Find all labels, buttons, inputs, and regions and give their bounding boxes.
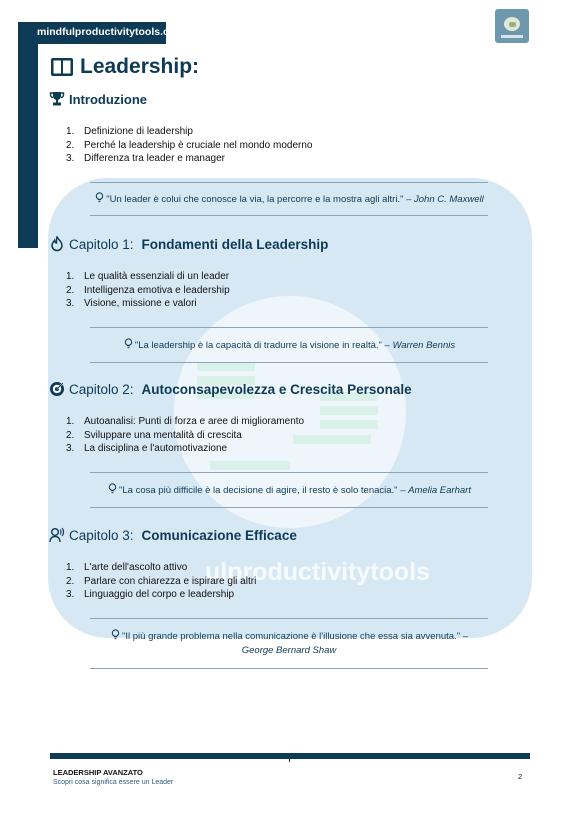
quote-block: "La cosa più difficile è la decisione di agire, il resto è solo tenacia." – Amelia Earhart: [90, 472, 488, 508]
watermark-bar: [293, 435, 371, 444]
quote-block: "Un leader è colui che conosce la via, la percorre e la mostra agli altri." – John C. Maxwell: [90, 182, 488, 216]
target-icon: [49, 381, 65, 397]
page-number: 2: [518, 772, 523, 781]
quote-author: John C. Maxwell: [414, 194, 484, 205]
section-title: Comunicazione Efficace: [141, 527, 297, 543]
sidebar-accent-bar: [18, 22, 38, 248]
list-item: 3. Visione, missione e valori: [66, 298, 197, 310]
section-chapter-1-heading: Capitolo 1: Fondamenti della Leadership: [49, 236, 328, 252]
page-title: [50, 55, 199, 79]
watermark-bar: [197, 362, 255, 371]
speaking-person-icon: [49, 527, 65, 543]
section-title: Autoconsapevolezza e Crescita Personale: [141, 381, 412, 397]
site-banner: [18, 22, 185, 44]
watermark-bar: [320, 420, 378, 429]
page-title-text: Leadership:: [80, 55, 200, 78]
list-item: 3. Differenza tra leader e manager: [66, 153, 226, 165]
quote-author: George Bernard Shaw: [241, 645, 337, 656]
list-item: 1. L'arte dell'ascolto attivo: [66, 562, 188, 573]
watermark-text: ulproductivitytools: [205, 558, 430, 586]
list-item: 1. Definizione di leadership: [66, 126, 193, 137]
chapter-3-list: [66, 561, 256, 602]
list-item: 1. Autoanalisi: Punti di forza e aree di miglioramento: [66, 416, 305, 427]
lightbulb-icon: [107, 483, 118, 494]
chapter-1-list: [66, 270, 230, 311]
lightbulb-icon: [110, 629, 121, 640]
section-chapter-3-heading: Capitolo 3: Comunicazione Efficace: [49, 527, 297, 543]
list-item: 2. Intelligenza emotiva e leadership: [66, 284, 230, 296]
trophy-icon: [49, 91, 65, 107]
section-title: Fondamenti della Leadership: [141, 236, 329, 252]
footer-title: LEADERSHIP AVANZATO: [53, 768, 143, 777]
footer-subtitle: Scopri cosa significa essere un Leader: [53, 779, 174, 786]
list-item: 3. Linguaggio del corpo e leadership: [66, 589, 235, 601]
chapter-2-list: [66, 415, 304, 456]
list-item: 2. Sviluppare una mentalità di crescita: [66, 429, 242, 441]
lightbulb-icon: [123, 338, 134, 349]
lightbulb-icon: [94, 192, 105, 203]
flame-icon: [49, 236, 65, 252]
section-title: Introduzione: [69, 91, 147, 107]
site-url[interactable]: mindfulproductivitytools.com: [37, 26, 185, 38]
watermark-bar: [210, 461, 290, 470]
intro-list: [66, 125, 312, 166]
list-item: 1. Le qualità essenziali di un leader: [66, 271, 230, 282]
section-intro-heading: [49, 91, 147, 107]
quote-block: "Il più grande problema nella comunicazione è l'illusione che essa sia avvenuta." – George Bernard Shaw: [90, 618, 488, 669]
list-item: 3. La disciplina e l'automotivazione: [66, 443, 228, 455]
camera-lens-logo-icon: [495, 9, 529, 43]
quote-block: "La leadership è la capacità di tradurre la visione in realtà." – Warren Bennis: [90, 327, 488, 363]
list-item: 2. Parlare con chiarezza e ispirare gli altri: [66, 575, 257, 587]
quote-author: Warren Bennis: [392, 340, 456, 351]
footer-rule: [50, 753, 530, 759]
quote-author: Amelia Earhart: [408, 485, 471, 496]
list-item: 2. Perché la leadership è cruciale nel mondo moderno: [66, 139, 313, 151]
watermark-bar: [320, 406, 378, 415]
open-book-icon: [50, 56, 74, 78]
section-chapter-2-heading: Capitolo 2: Autoconsapevolezza e Crescita Personale: [49, 381, 412, 397]
